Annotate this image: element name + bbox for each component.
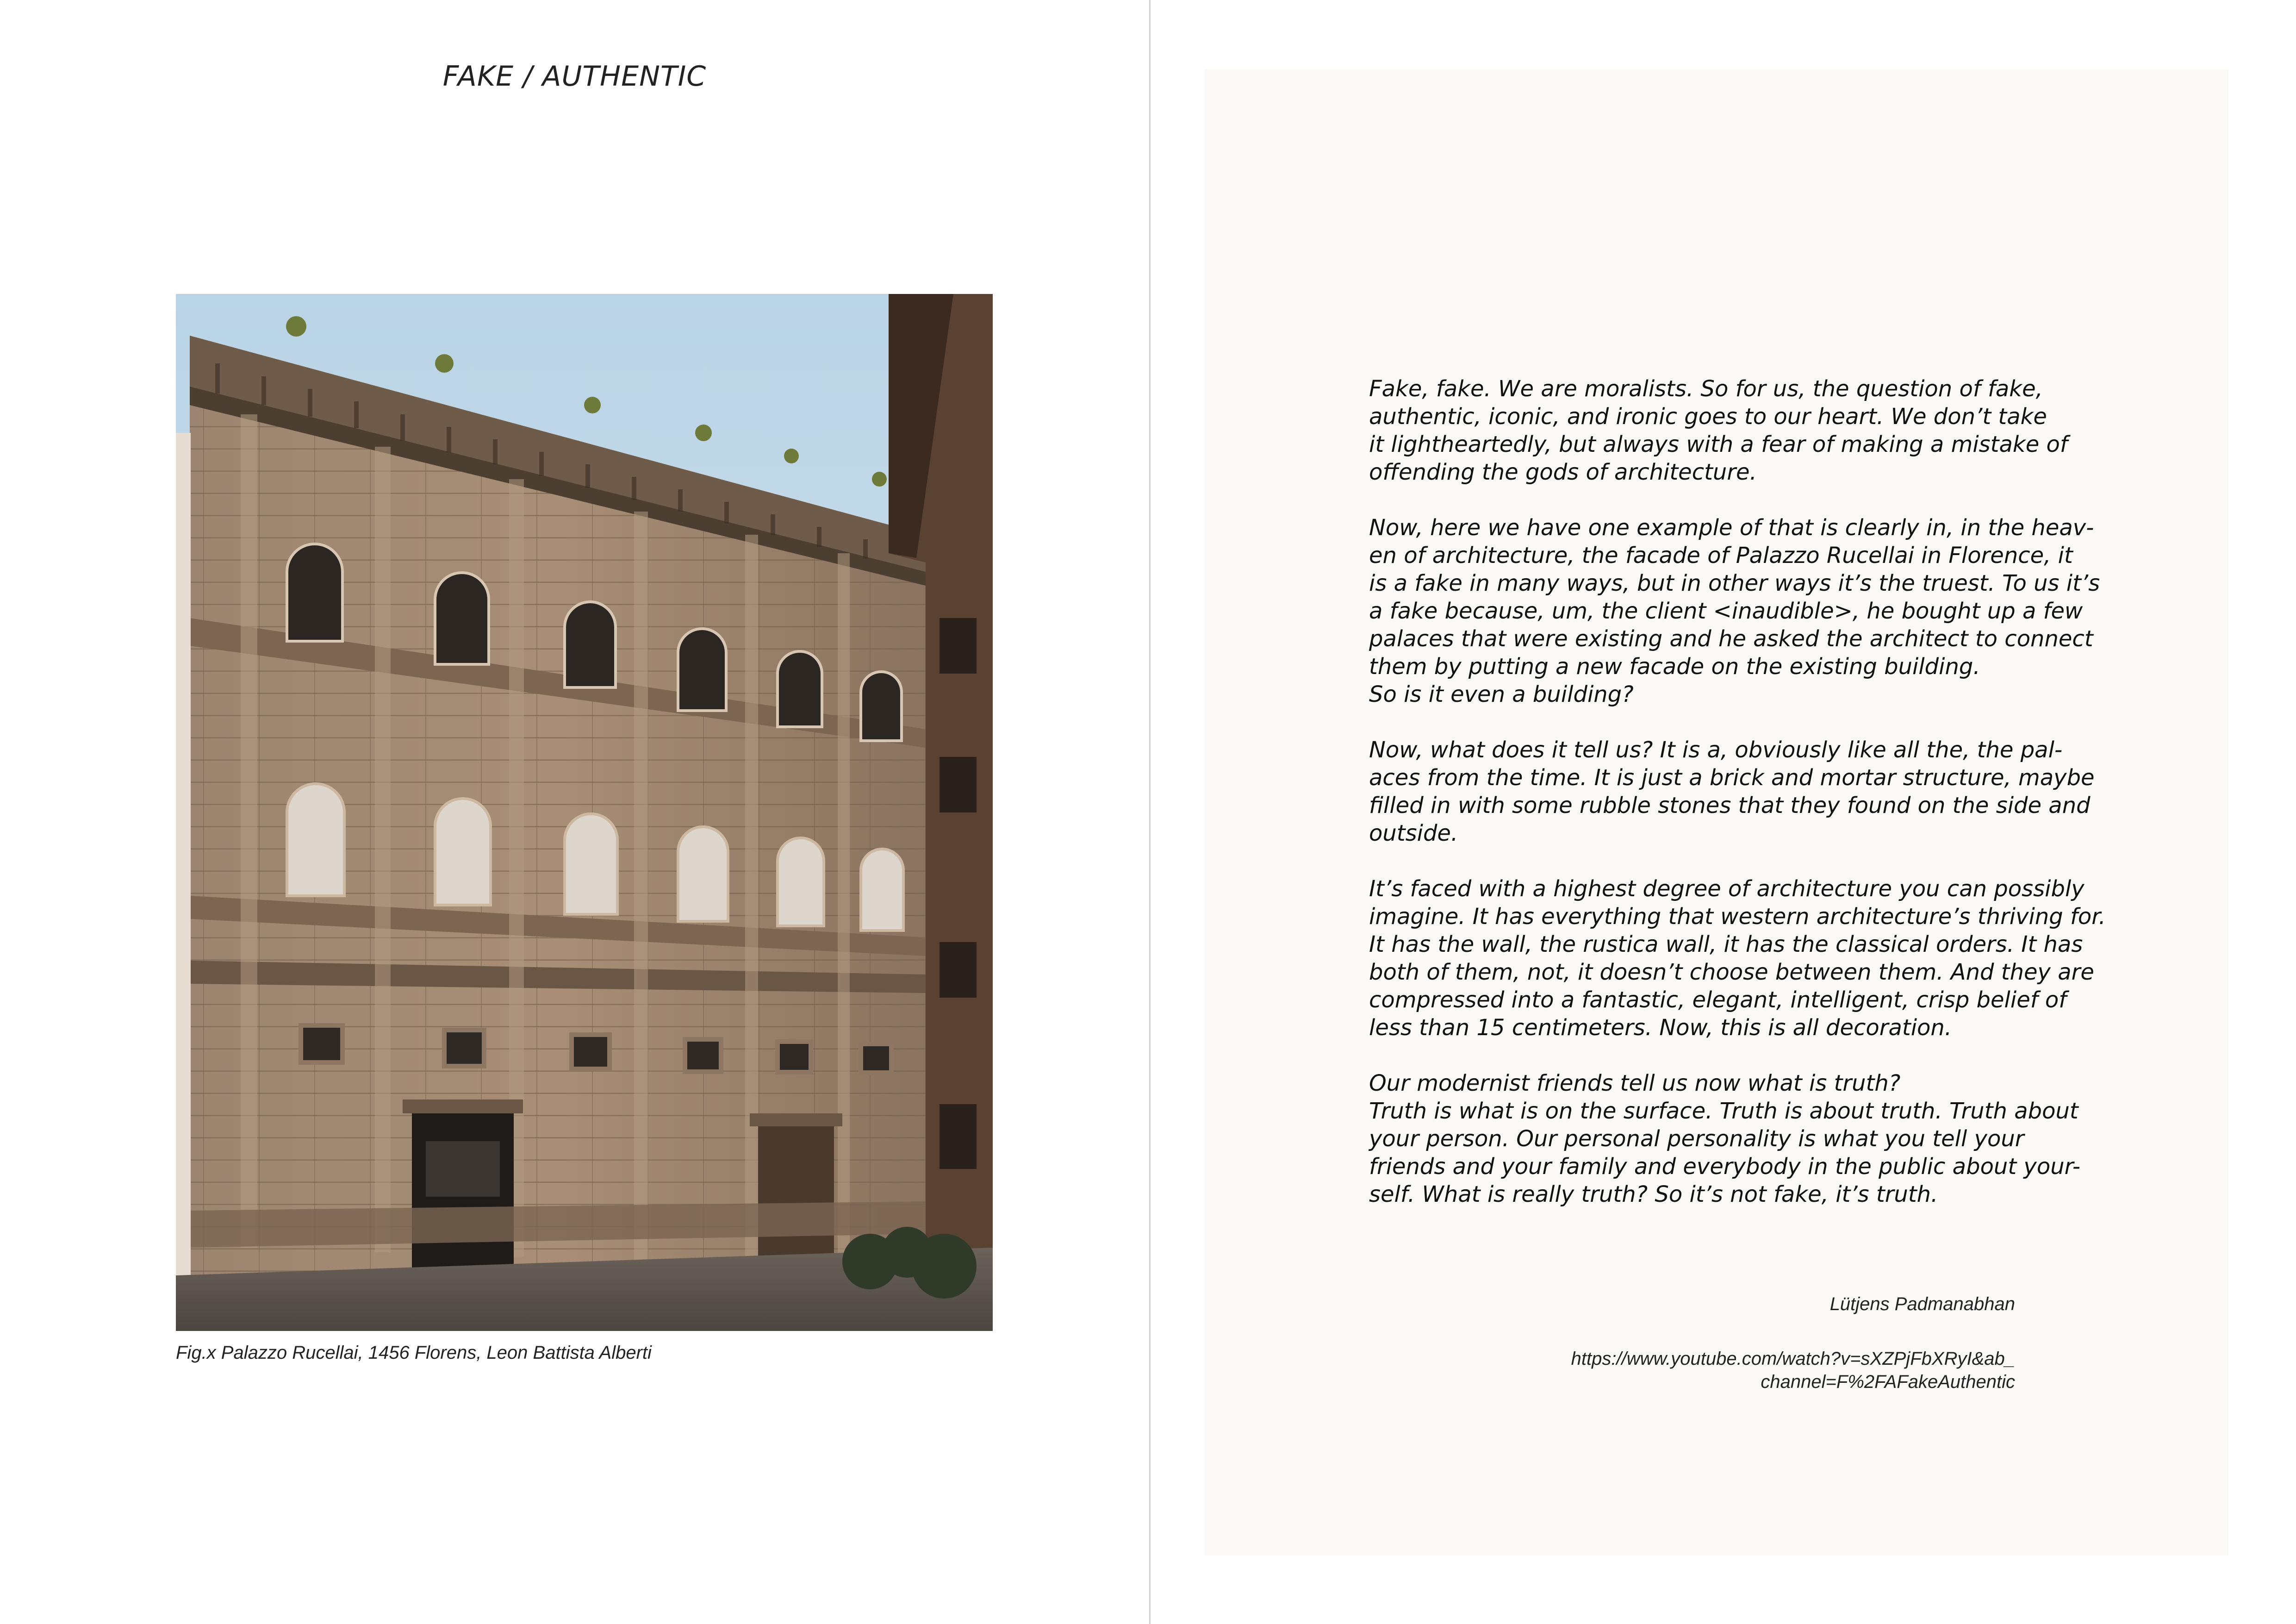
paragraph: Fake, fake. We are moralists. So for us, the question of fake, authentic, iconic, and ironic goes to our heart. We don’t take it lightheartedly, but always with a fear of making a mistake of offending the gods of architecture. — [1369, 376, 2068, 485]
source-link[interactable] — [1571, 1347, 2015, 1393]
figure-caption: Fig.x Palazzo Rucellai, 1456 Florens, Leon Battista Alberti — [176, 1343, 652, 1363]
author-credit: Lütjens Padmanabhan — [1829, 1294, 2015, 1314]
body-text — [1369, 375, 2119, 1236]
paragraph: Now, what does it tell us? It is a, obviously like all the, the pal- aces from the time. It is just a brick and mortar structure, maybe filled in with some rubble stones that they found on the side and outside. — [1369, 737, 2095, 846]
source-link-line[interactable]: channel=F%2FAFakeAuthentic — [1761, 1372, 2015, 1392]
source-link-line[interactable]: https://www.youtube.com/watch?v=sXZPjFbXRyI&ab_ — [1571, 1349, 2015, 1369]
page-title: FAKE / AUTHENTIC — [442, 60, 707, 93]
paragraph: It’s faced with a highest degree of architecture you can possibly imagine. It has everything that western architecture’s thriving for. It has the wall, the rustica wall, it has the classical orders. It has both of them, not, it doesn’t choose between them. And they are compressed into a fantastic, elegant, intelligent, crisp belief of less than 15 centimeters. Now, this is all decoration. — [1369, 876, 2106, 1041]
palazzo-rucellai-photo — [176, 294, 993, 1331]
paragraph: Our modernist friends tell us now what is truth? Truth is what is on the surface. Truth is about truth. Truth about your person. Our personal personality is what you tell your friends and your family and everybody in the public about your- self. What is really truth? So it’s not fake, it’s truth. — [1369, 1070, 2081, 1207]
paragraph: Now, here we have one example of that is clearly in, in the heav- en of architecture, the facade of Palazzo Rucellai in Florence, it is a fake in many ways, but in other ways it’s the truest. To us it’s a fake because, um, the client <inaudible>, he bought up a few palaces that were existing and he asked the architect to connect them by putting a new facade on the existing building. So is it even a building? — [1369, 515, 2100, 707]
page-spread-divider — [1149, 0, 1151, 1624]
